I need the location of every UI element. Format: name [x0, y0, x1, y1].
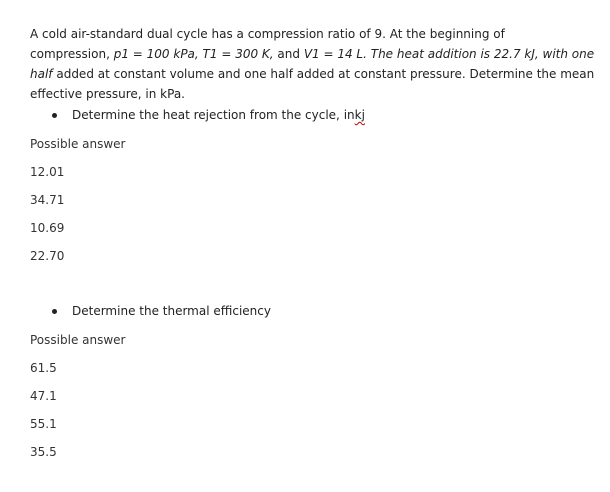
problem-line-2-b: p1 = 100 kPa, T1 = 300 K,: [113, 47, 274, 61]
question-1-possible-answer-label: Possible answer: [30, 137, 126, 151]
problem-line-1: A cold air-standard dual cycle has a compression ratio of 9. At the beginning of: [30, 27, 505, 41]
question-1-option: 10.69: [30, 221, 65, 235]
question-2-possible-answer-label: Possible answer: [30, 333, 126, 347]
problem-line-2-a: compression,: [30, 47, 114, 61]
question-2-option: 35.5: [30, 445, 57, 459]
question-1-text: Determine the heat rejection from the cycle, in: [72, 108, 355, 122]
question-1: [52, 108, 365, 122]
question-2-option: 61.5: [30, 361, 57, 375]
problem-line-2-d: V1 = 14 L. The heat addition is 22.7 kJ, with one: [303, 47, 595, 61]
question-2-option: 55.1: [30, 417, 57, 431]
question-2-option: 47.1: [30, 389, 57, 403]
question-1-option: 12.01: [30, 165, 65, 179]
question-2: [52, 304, 271, 318]
problem-line-3: [30, 64, 595, 84]
problem-line-2: [30, 44, 595, 64]
bullet-icon: [52, 113, 57, 118]
question-2-text: Determine the thermal efficiency: [72, 304, 271, 318]
problem-statement: [30, 24, 595, 104]
problem-line-4: effective pressure, in kPa.: [30, 87, 185, 101]
problem-line-3-b: added at constant volume and one half added at constant pressure. Determine the mean: [52, 67, 595, 81]
question-1-option: 22.70: [30, 249, 65, 263]
bullet-icon: [52, 309, 57, 314]
problem-line-2-c: and: [273, 47, 304, 61]
problem-line-3-a: half: [30, 67, 53, 81]
question-1-option: 34.71: [30, 193, 65, 207]
question-1-unit: kj: [354, 108, 365, 122]
